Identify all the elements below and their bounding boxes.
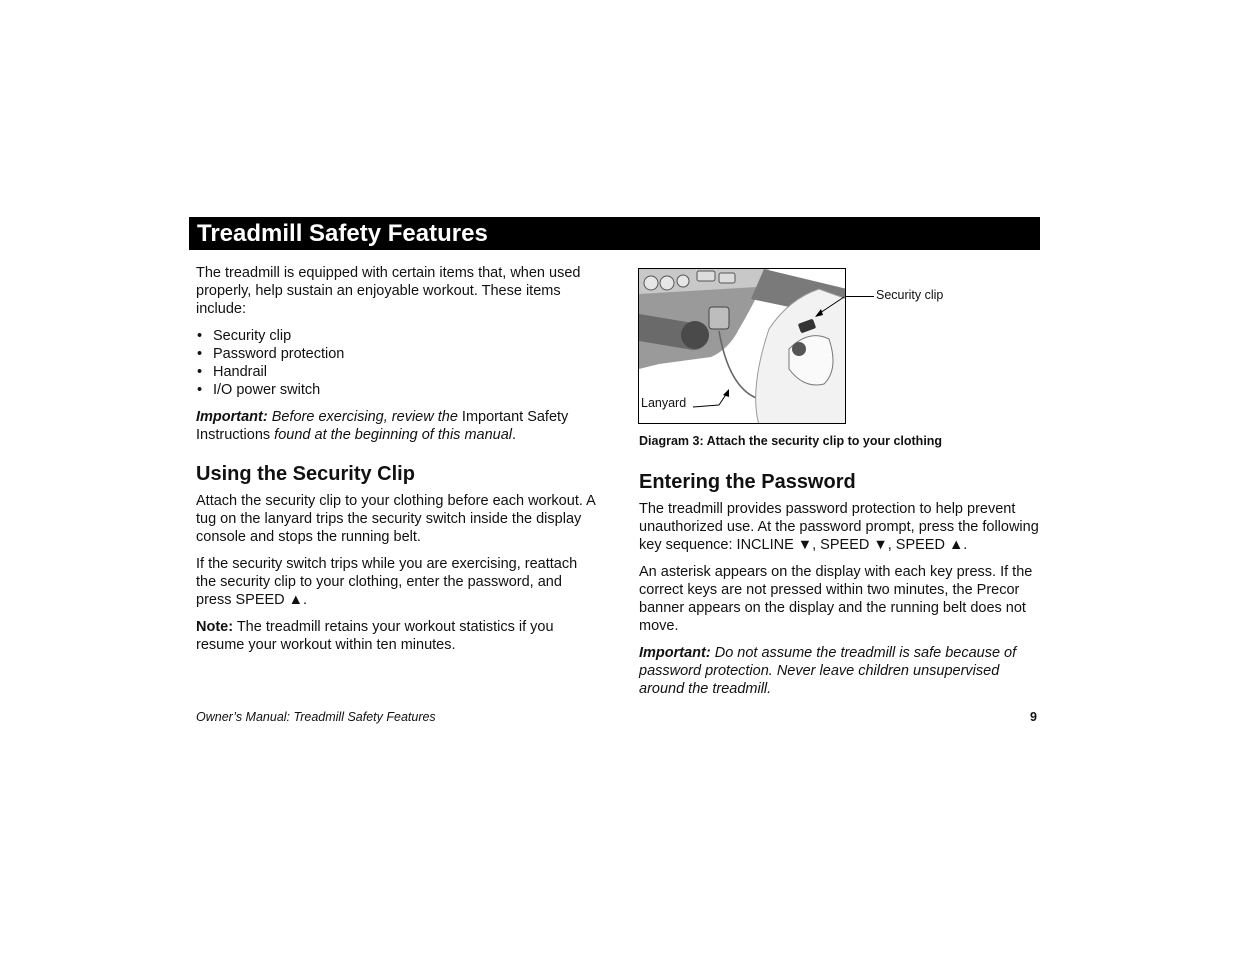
safety-instructions-reference: Important Safety Instructions (196, 409, 569, 443)
important-text: . (512, 427, 517, 443)
important-paragraph (196, 408, 601, 444)
important-password-paragraph (639, 644, 1039, 698)
important-text: Do not assume the treadmill is safe because of password protection. Never leave children unsupervised around the treadmill. (639, 645, 1017, 697)
page-title: Treadmill Safety Features (189, 217, 1040, 250)
safety-items-list (196, 327, 601, 399)
important-text: found at the beginning of this manual (270, 427, 512, 443)
password-heading: Entering the Password (639, 471, 856, 493)
list-item: • Handrail (196, 363, 601, 381)
note-paragraph (196, 618, 601, 654)
security-clip-label: Security clip (876, 288, 944, 302)
left-column (196, 264, 601, 663)
footer-title: Owner’s Manual: Treadmill Safety Features (196, 710, 436, 724)
password-paragraph-2: An asterisk appears on the display with each key press. If the correct keys are not pressed within two minutes, the Precor banner appears on the display and the running belt does not move. (639, 564, 1033, 634)
right-column (639, 470, 1039, 707)
security-paragraph-1: Attach the security clip to your clothing before each workout. A tug on the lanyard trips the security switch inside the display console and stops the running belt. (196, 493, 595, 545)
lanyard-label: Lanyard (641, 396, 687, 410)
page-number: 9 (1030, 710, 1037, 724)
security-paragraph-2: If the security switch trips while you are exercising, reattach the security clip to your clothing, enter the password, and press SPEED ▲. (196, 556, 578, 608)
list-item: • I/O power switch (196, 381, 601, 399)
diagram-caption: Diagram 3: Attach the security clip to your clothing (639, 434, 943, 448)
important-label: Important: (196, 409, 268, 425)
note-text: The treadmill retains your workout statistics if you resume your workout within ten minutes. (196, 619, 554, 653)
important-label: Important: (639, 645, 711, 661)
password-paragraph-1: The treadmill provides password protection to help prevent unauthorized use. At the password prompt, press the following key sequence: INCLINE ▼, SPEED ▼, SPEED ▲. (639, 501, 1039, 553)
list-item: • Security clip (196, 327, 601, 345)
callout-line (846, 296, 874, 297)
note-label: Note: (196, 619, 234, 635)
important-text: Before exercising, review the (267, 409, 462, 425)
security-clip-heading: Using the Security Clip (196, 463, 415, 485)
intro-paragraph: The treadmill is equipped with certain items that, when used properly, help sustain an enjoyable workout. These items include: (196, 265, 581, 317)
list-item: • Password protection (196, 345, 601, 363)
security-clip-diagram (638, 268, 846, 424)
